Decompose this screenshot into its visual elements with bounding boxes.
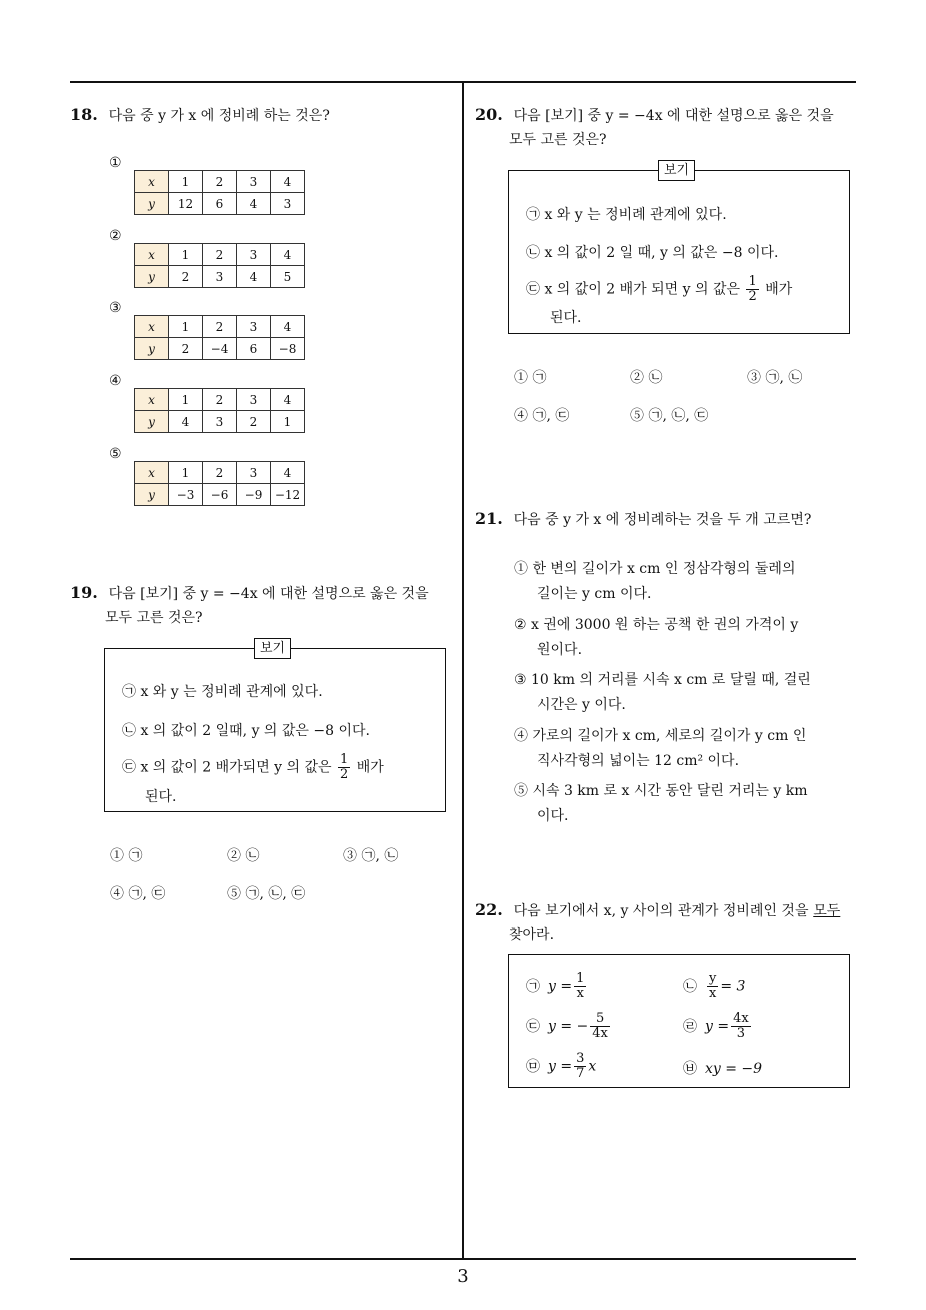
equation-lhs: xy = −9 bbox=[705, 1061, 763, 1077]
option-line2: 직사각형의 넓이는 12 cm² 이다. bbox=[537, 753, 740, 769]
item-marker: ㉡ bbox=[683, 978, 697, 995]
table-cell: 4 bbox=[271, 316, 305, 338]
table-cell: 5 bbox=[271, 266, 305, 288]
question-text-line2: 모두 고른 것은? bbox=[509, 132, 607, 148]
table-cell: 4 bbox=[271, 462, 305, 484]
choice-4[interactable]: ④ ㉠, ㉢ bbox=[514, 408, 570, 424]
table-cell: 2 bbox=[203, 462, 237, 484]
table-cell: 6 bbox=[203, 193, 237, 215]
table-cell: 3 bbox=[237, 316, 271, 338]
fraction bbox=[746, 275, 758, 304]
table-cell: −6 bbox=[203, 484, 237, 506]
option-line2: 이다. bbox=[537, 808, 569, 824]
fraction-denominator: 2 bbox=[340, 767, 349, 782]
table-cell: 3 bbox=[203, 411, 237, 433]
row-header: y bbox=[135, 266, 169, 288]
choice-2[interactable]: ② ㉡ bbox=[227, 848, 260, 864]
equation-rhs: = 3 bbox=[720, 978, 746, 995]
bogi-title: 보기 bbox=[658, 160, 695, 181]
fraction bbox=[731, 1012, 751, 1041]
row-header: x bbox=[135, 389, 169, 411]
bogi-item-tail: 배가 bbox=[356, 759, 384, 776]
row-header: y bbox=[135, 193, 169, 215]
table-cell: −4 bbox=[203, 338, 237, 360]
table-row bbox=[135, 266, 305, 288]
fraction bbox=[707, 972, 718, 1001]
question-text: 다음 중 y 가 x 에 정비례하는 것을 두 개 고르면? bbox=[513, 512, 812, 528]
column-divider bbox=[462, 82, 464, 1259]
table-row bbox=[135, 389, 305, 411]
option-1[interactable] bbox=[514, 557, 795, 607]
table-cell: −12 bbox=[271, 484, 305, 506]
equation-item bbox=[526, 1012, 612, 1041]
fraction-denominator: 3 bbox=[736, 1026, 746, 1041]
bogi-item: ㉡ x 의 값이 2 일 때, y 의 값은 −8 이다. bbox=[526, 245, 779, 261]
table-cell: 2 bbox=[203, 171, 237, 193]
question-text-line1: 다음 [보기] 중 y = −4x 에 대한 설명으로 옳은 것을 bbox=[108, 586, 429, 602]
item-marker: ㉥ bbox=[683, 1061, 697, 1077]
table-cell: 2 bbox=[203, 389, 237, 411]
table-cell: 4 bbox=[169, 411, 203, 433]
page-number: 3 bbox=[457, 1266, 469, 1287]
option-marker[interactable]: ⑤ bbox=[109, 446, 122, 462]
question-number: 18. bbox=[70, 105, 98, 124]
bogi-title: 보기 bbox=[254, 638, 291, 659]
table-row bbox=[135, 484, 305, 506]
table-cell: 4 bbox=[271, 244, 305, 266]
option-table bbox=[134, 315, 305, 360]
fraction-numerator: 3 bbox=[576, 1051, 585, 1066]
bogi-item-text: ㉢ x 의 값이 2 배가 되면 y 의 값은 bbox=[526, 281, 741, 298]
item-marker: ㉣ bbox=[683, 1018, 697, 1035]
row-header: x bbox=[135, 244, 169, 266]
question-text-line1: 다음 보기에서 x, y 사이의 관계가 정비례인 것을 bbox=[513, 903, 809, 919]
table-row bbox=[135, 338, 305, 360]
bogi-item-line2: 된다. bbox=[145, 789, 177, 805]
option-marker[interactable]: ③ bbox=[109, 300, 122, 316]
question-21 bbox=[475, 506, 811, 533]
table-cell: 3 bbox=[203, 266, 237, 288]
table-cell: 2 bbox=[203, 244, 237, 266]
table-cell: 1 bbox=[169, 389, 203, 411]
row-header: x bbox=[135, 171, 169, 193]
item-marker: ㉢ bbox=[526, 1018, 540, 1035]
table-cell: −3 bbox=[169, 484, 203, 506]
table-cell: 4 bbox=[271, 389, 305, 411]
table-cell: 4 bbox=[237, 266, 271, 288]
option-line1: ⑤ 시속 3 km 로 x 시간 동안 달린 거리는 y km bbox=[514, 783, 808, 799]
question-number: 21. bbox=[475, 509, 503, 528]
choice-5[interactable]: ⑤ ㉠, ㉡, ㉢ bbox=[227, 886, 306, 902]
equation-item bbox=[683, 1058, 762, 1078]
choice-1[interactable]: ① ㉠ bbox=[110, 848, 143, 864]
option-marker[interactable]: ① bbox=[109, 155, 122, 171]
bogi-item: ㉡ x 의 값이 2 일때, y 의 값은 −8 이다. bbox=[122, 723, 370, 739]
item-marker: ㉤ bbox=[526, 1058, 540, 1075]
equation-lhs: y = bbox=[548, 978, 573, 995]
row-header: x bbox=[135, 316, 169, 338]
option-marker[interactable]: ② bbox=[109, 228, 122, 244]
row-header: y bbox=[135, 411, 169, 433]
table-row bbox=[135, 193, 305, 215]
question-number: 20. bbox=[475, 105, 503, 124]
table-cell: 4 bbox=[237, 193, 271, 215]
table-row bbox=[135, 316, 305, 338]
option-line2: 길이는 y cm 이다. bbox=[537, 586, 652, 602]
option-table bbox=[134, 243, 305, 288]
question-text-line2: 모두 고른 것은? bbox=[105, 610, 203, 626]
equation-item bbox=[683, 972, 745, 1001]
fraction-numerator: 4x bbox=[733, 1011, 749, 1026]
table-cell: −8 bbox=[271, 338, 305, 360]
fraction-denominator: 7 bbox=[576, 1066, 585, 1081]
fraction-numerator: y bbox=[709, 971, 717, 986]
bogi-item: ㉠ x 와 y 는 정비례 관계에 있다. bbox=[526, 207, 727, 223]
equation-item bbox=[683, 1012, 753, 1041]
option-2[interactable] bbox=[514, 613, 798, 663]
option-3[interactable] bbox=[514, 668, 811, 718]
question-text-line2: 찾아라. bbox=[509, 927, 555, 943]
table-cell: 1 bbox=[169, 462, 203, 484]
option-line1: ② x 권에 3000 원 하는 공책 한 권의 가격이 y bbox=[514, 617, 799, 633]
table-cell: 1 bbox=[169, 316, 203, 338]
table-cell: 1 bbox=[169, 244, 203, 266]
equation-lhs: y = bbox=[705, 1018, 730, 1035]
bogi-item bbox=[122, 753, 384, 782]
table-cell: 6 bbox=[237, 338, 271, 360]
fraction bbox=[574, 1052, 586, 1081]
table-cell: 3 bbox=[237, 244, 271, 266]
row-header: x bbox=[135, 462, 169, 484]
choice-4[interactable]: ④ ㉠, ㉢ bbox=[110, 886, 166, 902]
item-marker: ㉠ bbox=[526, 978, 540, 995]
bogi-item-tail: 배가 bbox=[765, 281, 793, 298]
equation-lhs: y = − bbox=[548, 1018, 589, 1035]
option-line2: 시간은 y 이다. bbox=[537, 697, 626, 713]
table-cell: 1 bbox=[169, 171, 203, 193]
choice-5[interactable]: ⑤ ㉠, ㉡, ㉢ bbox=[630, 408, 709, 424]
question-text-underlined: 모두 bbox=[813, 903, 841, 919]
fraction-denominator: 4x bbox=[592, 1026, 608, 1041]
bogi-item-line2: 된다. bbox=[550, 310, 582, 326]
fraction bbox=[338, 753, 350, 782]
table-cell: 1 bbox=[271, 411, 305, 433]
fraction-numerator: 1 bbox=[576, 971, 585, 986]
option-5[interactable] bbox=[514, 779, 807, 829]
fraction-denominator: 2 bbox=[748, 289, 757, 304]
option-line1: ③ 10 km 의 거리를 시속 x cm 로 달릴 때, 걸린 bbox=[514, 672, 811, 688]
question-number: 19. bbox=[70, 583, 98, 602]
table-cell: 4 bbox=[271, 171, 305, 193]
option-marker[interactable]: ④ bbox=[109, 373, 122, 389]
equation-rhs: x bbox=[588, 1058, 597, 1075]
choice-2[interactable]: ② ㉡ bbox=[630, 370, 663, 386]
option-line1: ④ 가로의 길이가 x cm, 세로의 길이가 y cm 인 bbox=[514, 728, 807, 744]
table-cell: 3 bbox=[237, 462, 271, 484]
option-4[interactable] bbox=[514, 724, 806, 774]
table-cell: 2 bbox=[169, 266, 203, 288]
fraction bbox=[590, 1012, 610, 1041]
bogi-item bbox=[526, 275, 792, 304]
question-20 bbox=[475, 102, 834, 129]
fraction-numerator: 1 bbox=[340, 752, 349, 767]
choice-3[interactable]: ③ ㉠, ㉡ bbox=[747, 370, 803, 386]
question-number: 22. bbox=[475, 900, 503, 919]
choice-1[interactable]: ① ㉠ bbox=[514, 370, 547, 386]
option-table bbox=[134, 461, 305, 506]
bogi-item: ㉠ x 와 y 는 정비례 관계에 있다. bbox=[122, 684, 323, 700]
fraction bbox=[574, 972, 586, 1001]
option-line1: ① 한 변의 길이가 x cm 인 정삼각형의 둘레의 bbox=[514, 561, 796, 577]
row-header: y bbox=[135, 338, 169, 360]
fraction-numerator: 5 bbox=[590, 1012, 610, 1027]
question-19 bbox=[70, 580, 429, 607]
equation-lhs: y = bbox=[548, 1058, 573, 1075]
equation-item bbox=[526, 1052, 596, 1081]
option-line2: 원이다. bbox=[537, 642, 583, 658]
equation-item bbox=[526, 972, 588, 1001]
table-row bbox=[135, 244, 305, 266]
option-table bbox=[134, 388, 305, 433]
table-cell: 2 bbox=[237, 411, 271, 433]
bottom-rule bbox=[70, 1258, 856, 1260]
question-text: 다음 중 y 가 x 에 정비례 하는 것은? bbox=[108, 108, 330, 124]
table-row bbox=[135, 171, 305, 193]
fraction-numerator: 1 bbox=[748, 274, 757, 289]
table-row bbox=[135, 411, 305, 433]
question-22 bbox=[475, 897, 840, 924]
table-cell: 3 bbox=[237, 389, 271, 411]
table-row bbox=[135, 462, 305, 484]
row-header: y bbox=[135, 484, 169, 506]
table-cell: 2 bbox=[203, 316, 237, 338]
choice-3[interactable]: ③ ㉠, ㉡ bbox=[343, 848, 399, 864]
fraction-denominator: x bbox=[709, 986, 717, 1001]
table-cell: −9 bbox=[237, 484, 271, 506]
bogi-item-text: ㉢ x 의 값이 2 배가되면 y 의 값은 bbox=[122, 759, 332, 776]
table-cell: 12 bbox=[169, 193, 203, 215]
question-18 bbox=[70, 102, 330, 129]
question-text-line1: 다음 [보기] 중 y = −4x 에 대한 설명으로 옳은 것을 bbox=[513, 108, 834, 124]
fraction-denominator: x bbox=[576, 986, 584, 1001]
option-table bbox=[134, 170, 305, 215]
table-cell: 2 bbox=[169, 338, 203, 360]
table-cell: 3 bbox=[271, 193, 305, 215]
table-cell: 3 bbox=[237, 171, 271, 193]
